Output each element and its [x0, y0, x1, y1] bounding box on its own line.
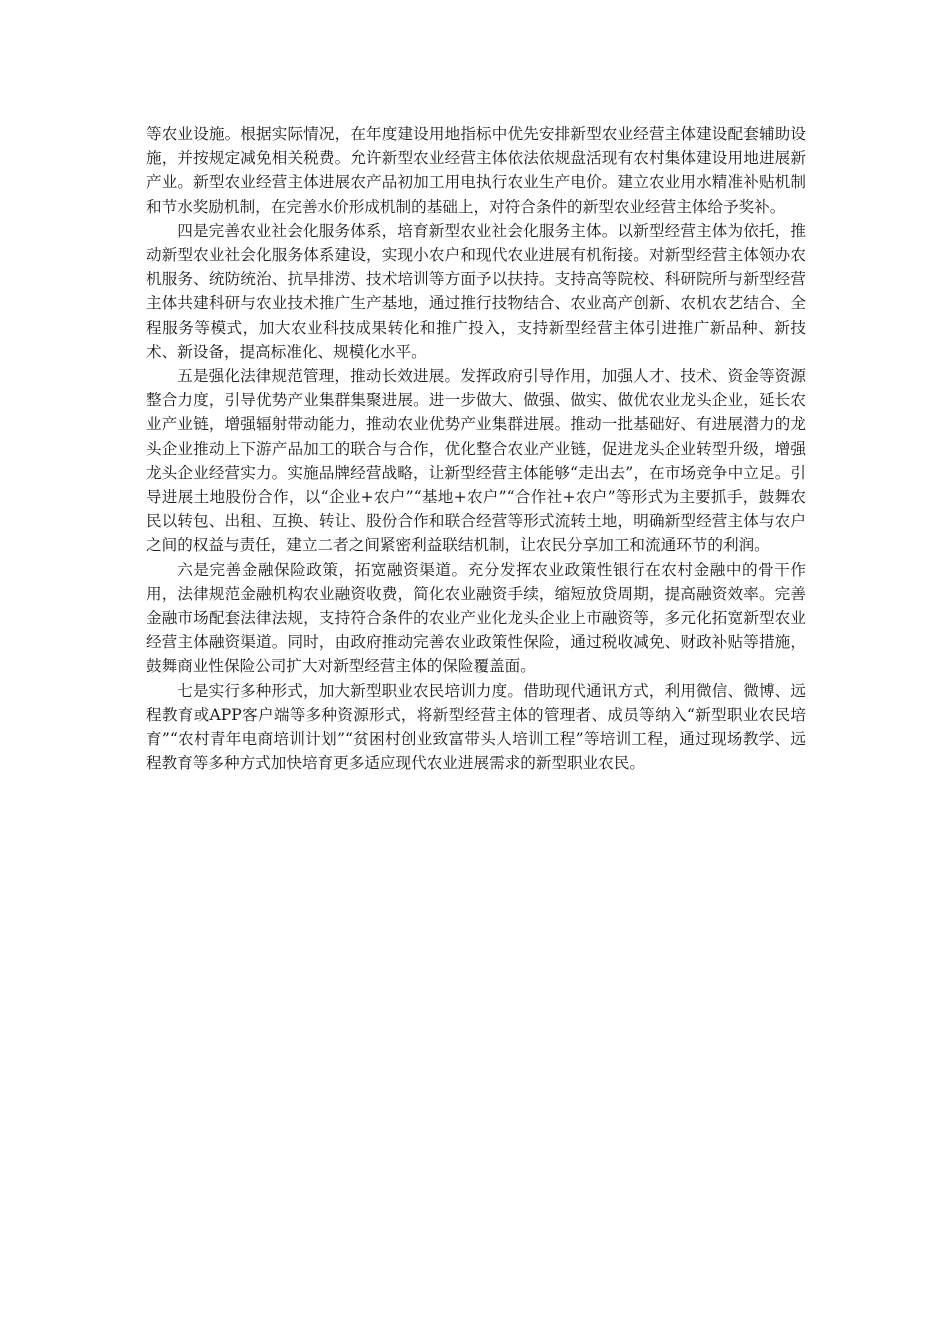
- paragraph-four: 四是完善农业社会化服务体系，培育新型农业社会化服务主体。以新型经营主体为依托，推动新型农业社会化服务体系建设，实现小农户和现代农业进展有机衔接。对新型经营主体领办农机服务、统防统治、抗旱排涝、技术培训等方面予以扶持。支持高等院校、科研院所与新型经营主体共建科研与农业技术推广生产基地，通过推行技物结合、农业高产创新、农机农艺结合、全程服务等模式，加大农业科技成果转化和推广投入，支持新型经营主体引进推广新品种、新技术、新设备，提高标准化、规模化水平。: [146, 221, 806, 361]
- paragraph-continuation: 等农业设施。根据实际情况，在年度建设用地指标中优先安排新型农业经营主体建设配套辅助设施，并按规定减免相关税费。允许新型农业经营主体依法依规盘活现有农村集体建设用地进展新产业。新型农业经营主体进展农产品初加工用电执行农业生产电价。建立农业用水精准补贴机制和节水奖励机制，在完善水价形成机制的基础上，对符合条件的新型农业经营主体给予奖补。: [146, 125, 806, 216]
- paragraph-six: 六是完善金融保险政策，拓宽融资渠道。充分发挥农业政策性银行在农村金融中的骨干作用，法律规范金融机构农业融资收费，简化农业融资手续，缩短放贷周期，提高融资效率。完善金融市场配套法律法规，支持符合条件的农业产业化龙头企业上市融资等，多元化拓宽新型农业经营主体融资渠道。同时，由政府推动完善农业政策性保险，通过税收减免、财政补贴等措施，鼓舞商业性保险公司扩大对新型经营主体的保险覆盖面。: [146, 560, 806, 676]
- paragraph-seven: 七是实行多种形式，加大新型职业农民培训力度。借助现代通讯方式，利用微信、微博、远程教育或APP客户端等多种资源形式，将新型经营主体的管理者、成员等纳入“新型职业农民培育”“农村青年电商培训计划”“贫困村创业致富带头人培训工程”等培训工程，通过现场教学、远程教育等多种方式加快培育更多适应现代农业进展需求的新型职业农民。: [146, 681, 806, 773]
- document-body: [146, 122, 806, 775]
- paragraph-five: 五是强化法律规范管理，推动长效进展。发挥政府引导作用，加强人才、技术、资金等资源整合力度，引导优势产业集群集聚进展。进一步做大、做强、做实、做优农业龙头企业，延长农业产业链，增强辐射带动能力，推动农业优势产业集群进展。推动一批基础好、有进展潜力的龙头企业推动上下游产品加工的联合与合作，优化整合农业产业链，促进龙头企业转型升级，增强龙头企业经营实力。实施品牌经营战略，让新型经营主体能够“走出去”，在市场竞争中立足。引导进展土地股份合作，以“企业+农户”“基地+农户”“合作社+农户”等形式为主要抓手，鼓舞农民以转包、出租、互换、转让、股份合作和联合经营等形式流转土地，明确新型经营主体与农户之间的权益与责任，建立二者之间紧密利益联结机制，让农民分享加工和流通环节的利润。: [146, 367, 806, 555]
